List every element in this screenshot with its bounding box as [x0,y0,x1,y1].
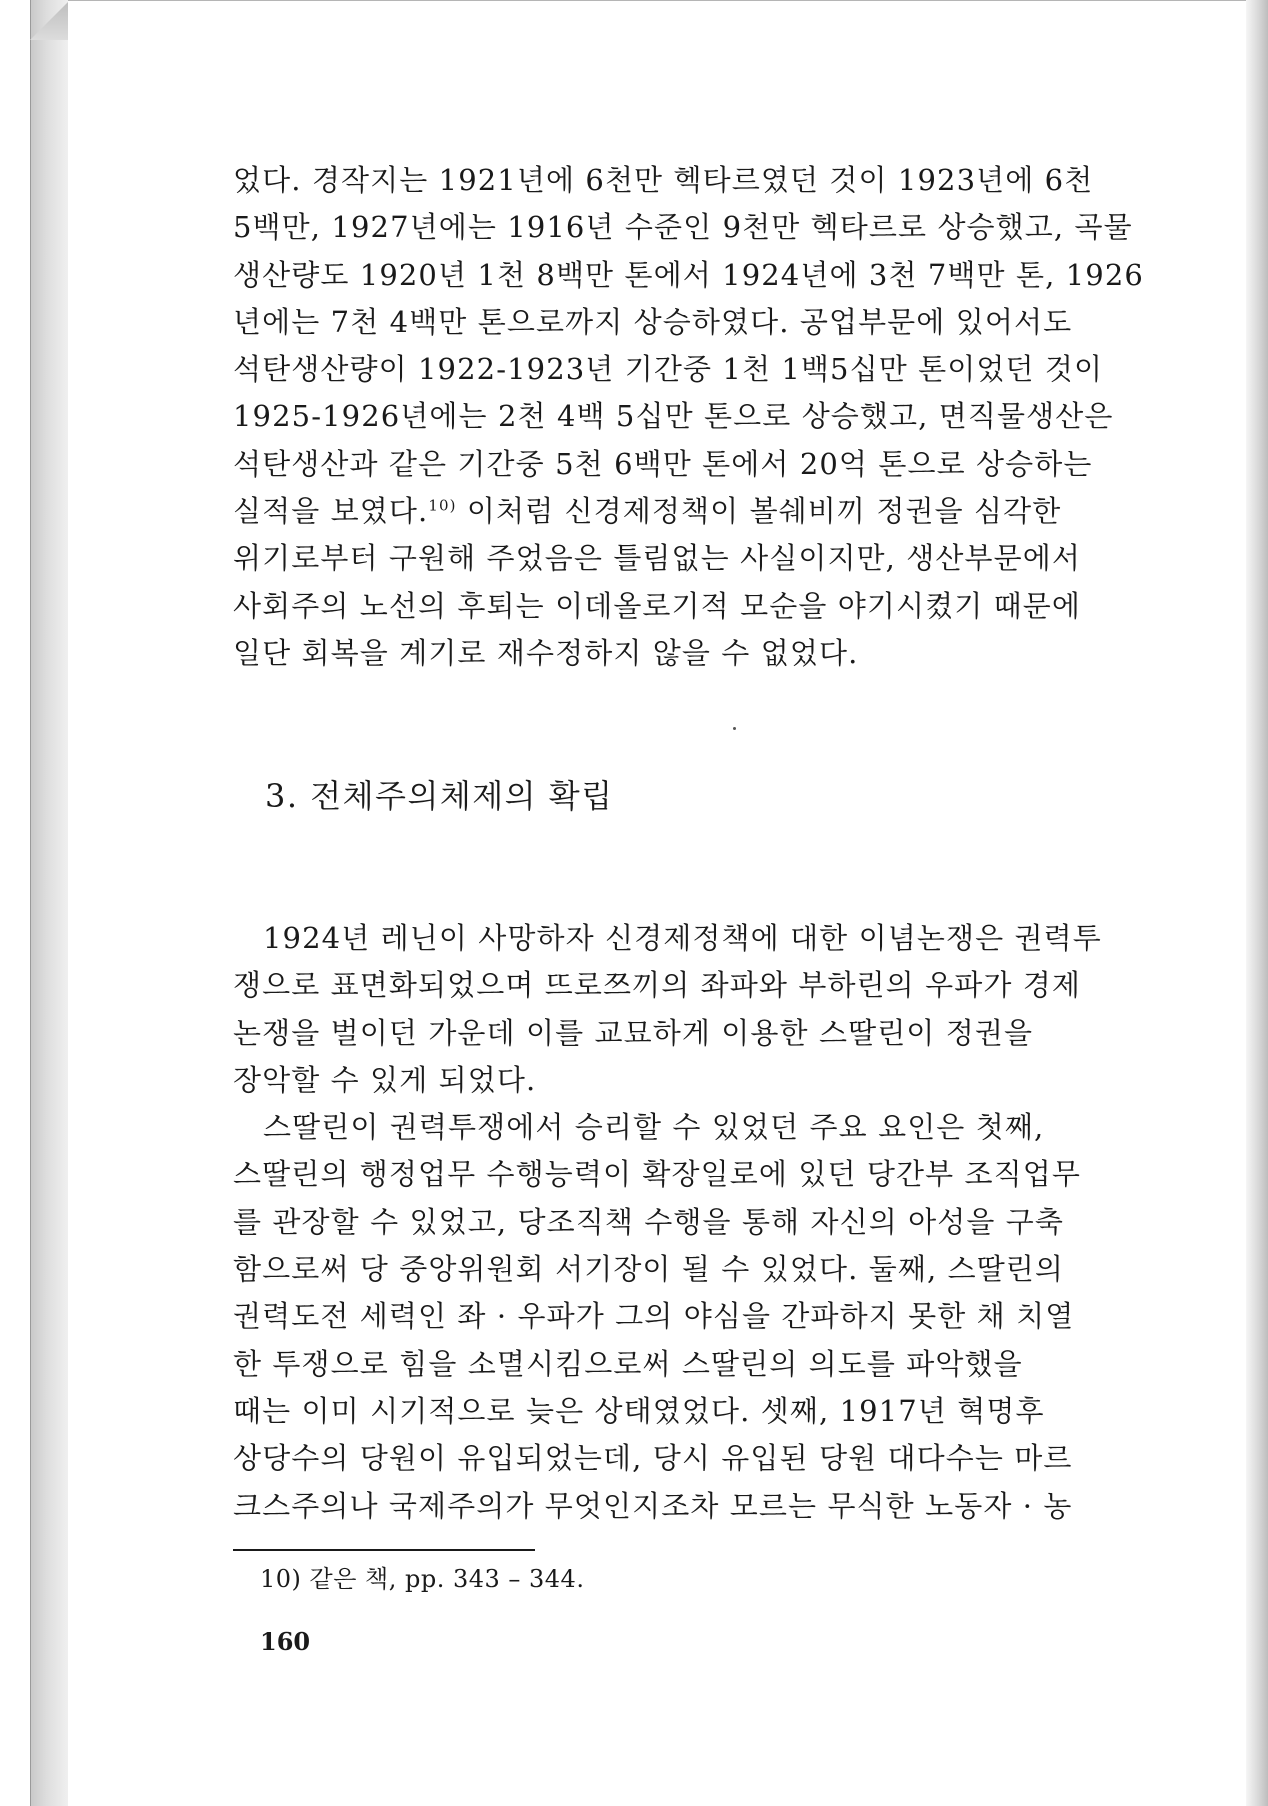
text-line: 석탄생산과 같은 기간중 5천 6백만 톤에서 20억 톤으로 상승하는 [233,446,1093,481]
text-line: 논쟁을 벌이던 가운데 이를 교묘하게 이용한 스딸린이 정권을 [233,1015,1034,1050]
footnote-reference: 10) [428,496,457,515]
text-line: 상당수의 당원이 유입되었는데, 당시 유입된 당원 대다수는 마르 [233,1441,1073,1476]
footnote: 10) 같은 책, pp. 343 – 344. [260,1565,585,1593]
text-line: 위기로부터 구원해 주었음은 틀림없는 사실이지만, 생산부문에서 [233,541,1081,576]
page-shadow [1246,0,1268,1806]
text-line: 생산량도 1920년 1천 8백만 톤에서 1924년에 3천 7백만 톤, 1926 [233,257,1144,292]
text-line: 크스주의나 국제주의가 무엇인지조차 모르는 무식한 노동자 · 농 [233,1488,1073,1523]
line-rest: 이처럼 신경제정책이 볼쉐비끼 정권을 심각한 [466,494,1062,529]
paragraph-top [233,157,1144,677]
text-line: 5백만, 1927년에는 1916년 수준인 9천만 헥타르로 상승했고, 곡물 [233,210,1133,245]
text-line: 사회주의 노선의 후퇴는 이데올로기적 모순을 야기시켰기 때문에 [233,588,1081,623]
text-line: 1925-1926년에는 2천 4백 5십만 톤으로 상승했고, 면직물생산은 [233,399,1114,434]
text-line: 장악할 수 있게 되었다. [233,1062,537,1097]
text-line: 년에는 7천 4백만 톤으로까지 상승하였다. 공업부문에 있어서도 [233,304,1073,339]
page-number: 160 [260,1627,311,1656]
text-line: 1924년 레닌이 사망하자 신경제정책에 대한 이념논쟁은 권력투 [263,921,1102,955]
line-prefix: 실적을 보였다. [233,494,429,529]
book-page [68,0,1246,1806]
scan-speck [733,727,736,730]
text-line: 권력도전 세력인 좌 · 우파가 그의 야심을 간파하지 못한 채 치열 [233,1299,1075,1334]
text-line: 쟁으로 표면화되었으며 뜨로쯔끼의 좌파와 부하린의 우파가 경제 [233,968,1081,1003]
text-line: 함으로써 당 중앙위원회 서기장이 될 수 있었다. 둘째, 스딸린의 [233,1252,1065,1287]
text-line: 석탄생산량이 1922-1923년 기간중 1천 1백5십만 톤이었던 것이 [233,352,1104,387]
text-line: 한 투쟁으로 힘을 소멸시킴으로써 스딸린의 의도를 파악했을 [233,1346,1023,1381]
text-line-with-footnote [233,488,1113,535]
text-line: 스딸린의 행정업무 수행능력이 확장일로에 있던 당간부 조직업무 [233,1157,1081,1192]
text-line: 일단 회복을 계기로 재수정하지 않을 수 없었다. [233,635,859,670]
text-line: 때는 이미 시기적으로 늦은 상태였었다. 셋째, 1917년 혁명후 [233,1393,1045,1428]
text-line: 었다. 경작지는 1921년에 6천만 헥타르였던 것이 1923년에 6천 [233,163,1094,197]
footnote-divider [233,1549,535,1551]
text-line: 를 관장할 수 있었고, 당조직책 수행을 통해 자신의 아성을 구축 [233,1204,1065,1239]
book-page-edge [30,0,71,1806]
text-line: 스딸린이 권력투쟁에서 승리할 수 있었던 주요 요인은 첫째, [263,1110,1045,1145]
section-heading: 3. 전체주의체제의 확립 [265,777,614,815]
paragraph-second [233,915,1113,1530]
